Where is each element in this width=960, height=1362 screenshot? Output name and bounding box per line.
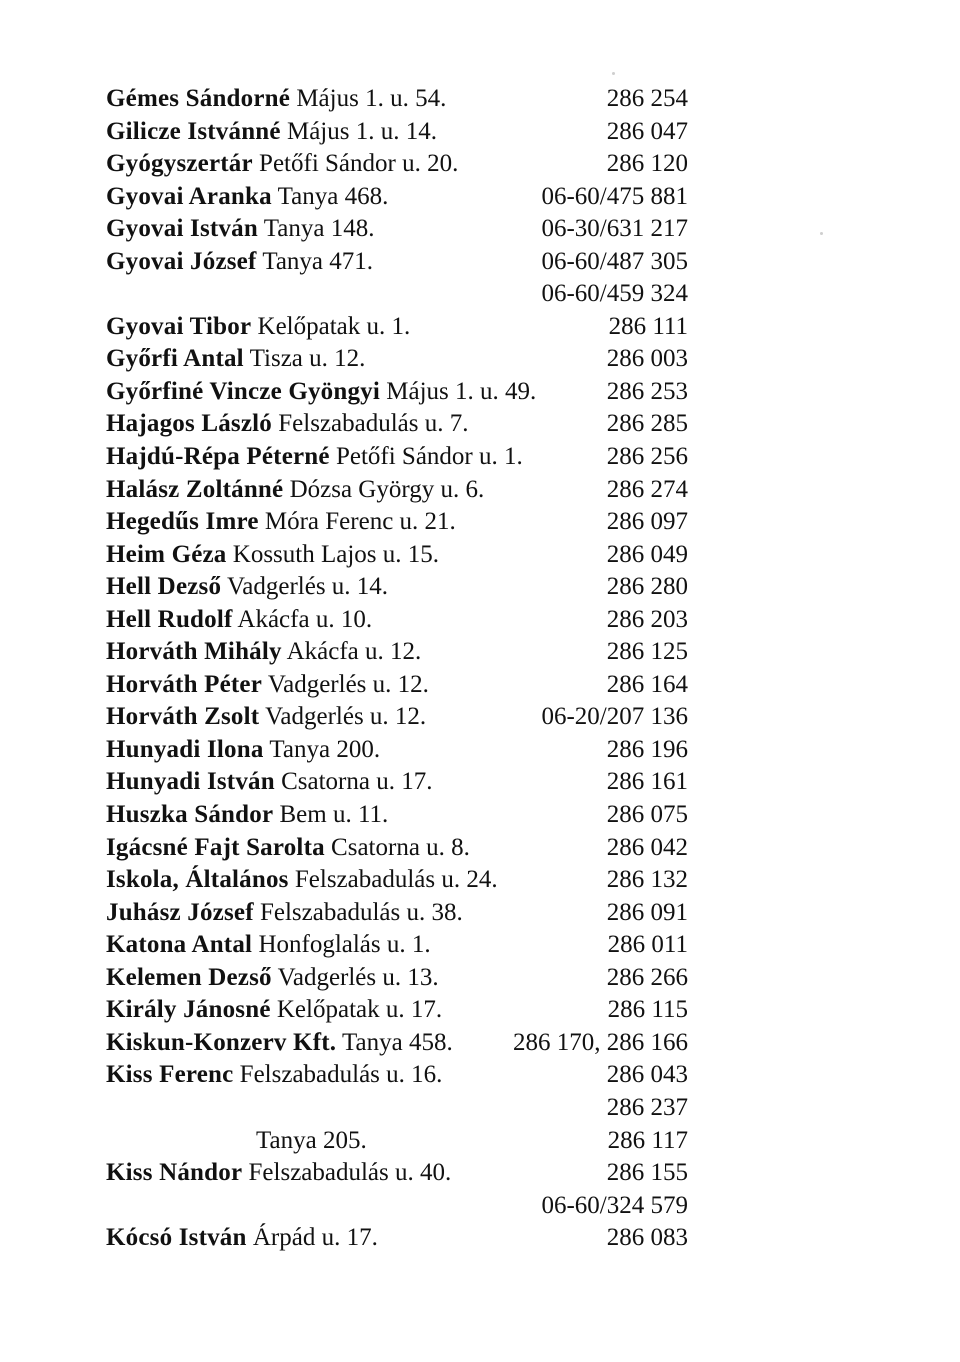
entry-phone: 286 196 — [606, 735, 688, 763]
entry-name: Gyovai Tibor — [106, 312, 252, 340]
directory-entry — [106, 246, 706, 279]
entry-phone: 286 164 — [606, 670, 688, 698]
entry-text — [106, 474, 484, 507]
entry-name: Kiskun-Konzerv Kft. — [106, 1028, 337, 1056]
entry-address: Akácfa u. 12. — [286, 638, 422, 666]
directory-entry — [106, 897, 706, 930]
entry-phone: 286 043 — [606, 1061, 688, 1089]
entry-address: Honfoglalás u. 1. — [258, 931, 431, 959]
entry-phone: 06-20/207 136 — [541, 703, 688, 731]
entry-address: Kossuth Lajos u. 15. — [232, 540, 440, 568]
scan-speck — [612, 72, 615, 75]
directory-entry — [106, 506, 706, 539]
entry-text — [106, 343, 365, 376]
entry-address: Tanya 471. — [262, 247, 374, 275]
entry-text — [106, 376, 536, 409]
entry-phone: 286 203 — [606, 605, 688, 633]
entry-address: Petőfi Sándor u. 1. — [335, 443, 523, 471]
entry-text — [106, 962, 439, 995]
entry-phone: 286 237 — [606, 1093, 688, 1121]
entry-text — [106, 506, 456, 539]
entry-text — [106, 181, 388, 214]
entry-name: Gyovai Aranka — [106, 182, 272, 210]
entry-phone: 06-60/459 324 — [541, 280, 688, 308]
directory-entry — [106, 799, 706, 832]
entry-address: Kelőpatak u. 17. — [276, 996, 443, 1024]
directory-entry — [106, 571, 706, 604]
directory-entry — [106, 929, 706, 962]
directory-entry — [106, 1125, 706, 1158]
directory-entry — [106, 1190, 706, 1223]
entry-text — [106, 929, 431, 962]
entry-address: Akácfa u. 10. — [237, 605, 373, 633]
directory-entry — [106, 83, 706, 116]
entry-name: Gémes Sándorné — [106, 85, 291, 112]
entry-text — [106, 766, 432, 799]
entry-address: Felszabadulás u. 24. — [294, 866, 498, 894]
entry-text — [106, 83, 446, 116]
entry-name: Hegedűs Imre — [106, 508, 259, 536]
entry-name: Heim Géza — [106, 540, 227, 568]
entry-name: Hell Rudolf — [106, 605, 233, 633]
directory-entry — [106, 994, 706, 1027]
entry-text — [106, 1059, 442, 1092]
directory-entry — [106, 116, 706, 149]
entry-address: Petőfi Sándor u. 20. — [259, 150, 459, 178]
entry-name: Kelemen Dezső — [106, 963, 272, 991]
scan-speck — [820, 232, 823, 235]
entry-name: Gyógyszertár — [106, 150, 253, 178]
entry-address: Bem u. 11. — [279, 801, 389, 829]
entry-name: Huszka Sándor — [106, 801, 274, 829]
directory-entry — [106, 474, 706, 507]
entry-text — [106, 832, 470, 865]
entry-address: Felszabadulás u. 40. — [248, 1159, 452, 1187]
entry-phone: 286 266 — [606, 963, 688, 991]
entry-text — [106, 636, 421, 669]
entry-address: Tanya 148. — [263, 215, 375, 243]
entry-name: Halász Zoltánné — [106, 475, 284, 503]
entry-address: Vadgerlés u. 13. — [277, 963, 439, 991]
entry-text — [106, 1157, 451, 1190]
entry-text — [106, 213, 374, 246]
entry-name: Katona Antal — [106, 931, 253, 959]
directory-entry — [106, 539, 706, 572]
entry-text — [106, 1222, 378, 1255]
directory-entry — [106, 1059, 706, 1092]
entry-name: Hell Dezső — [106, 573, 222, 601]
directory-entry — [106, 441, 706, 474]
entry-phone: 286 049 — [606, 540, 688, 568]
entry-name: Kócsó István — [106, 1224, 247, 1252]
entry-name: Hajdú-Répa Péterné — [106, 443, 330, 471]
directory-entry — [106, 213, 706, 246]
directory-entry — [106, 864, 706, 897]
directory-entry — [106, 1157, 706, 1190]
entry-phone: 286 155 — [606, 1159, 688, 1187]
entry-name: Kiss Ferenc — [106, 1061, 234, 1089]
directory-entry — [106, 311, 706, 344]
entry-phone: 286 091 — [606, 898, 688, 926]
entry-phone: 286 075 — [606, 801, 688, 829]
entry-name: Gyovai József — [106, 247, 257, 275]
entry-text — [106, 539, 439, 572]
directory-entry — [106, 408, 706, 441]
directory-entry — [106, 832, 706, 865]
entry-name: Gilicze Istvánné — [106, 117, 281, 145]
entry-address: Május 1. u. 49. — [386, 377, 537, 405]
entry-name: Juhász József — [106, 898, 254, 926]
entry-text — [106, 701, 426, 734]
entry-address: Tisza u. 12. — [249, 345, 366, 373]
entry-address: Tanya 205. — [256, 1126, 367, 1154]
entry-phone: 286 161 — [606, 768, 688, 796]
phone-directory-list — [106, 83, 706, 1255]
entry-name: Horváth Zsolt — [106, 703, 260, 731]
entry-phone: 286 120 — [606, 150, 688, 178]
entry-address: Vadgerlés u. 12. — [265, 703, 427, 731]
entry-address: Móra Ferenc u. 21. — [264, 508, 456, 536]
entry-phone: 286 253 — [606, 377, 688, 405]
entry-phone: 286 097 — [606, 508, 688, 536]
directory-entry — [106, 701, 706, 734]
entry-phone: 286 285 — [606, 410, 688, 438]
entry-text — [106, 311, 410, 344]
entry-name: Horváth Péter — [106, 670, 263, 698]
directory-entry — [106, 734, 706, 767]
entry-text — [106, 148, 458, 181]
entry-address: Csatorna u. 8. — [331, 833, 470, 861]
entry-address: Tanya 200. — [269, 735, 381, 763]
entry-address: Vadgerlés u. 12. — [267, 670, 429, 698]
entry-name: Gyovai István — [106, 215, 258, 243]
directory-entry — [106, 181, 706, 214]
directory-entry — [106, 1092, 706, 1125]
entry-text — [106, 441, 523, 474]
entry-address: Tanya 458. — [342, 1028, 453, 1056]
entry-name: Hunyadi István — [106, 768, 275, 796]
entry-phone: 286 254 — [606, 85, 688, 112]
entry-phone: 286 011 — [607, 931, 688, 959]
entry-name: Király Jánosné — [106, 996, 271, 1024]
entry-address: Árpád u. 17. — [252, 1224, 378, 1252]
entry-phone: 06-60/487 305 — [541, 247, 688, 275]
directory-entry — [106, 1222, 706, 1255]
entry-text — [106, 408, 468, 441]
entry-phone: 06-30/631 217 — [541, 215, 688, 243]
entry-address: Május 1. u. 14. — [286, 117, 437, 145]
entry-address: Csatorna u. 17. — [281, 768, 433, 796]
entry-phone: 286 042 — [606, 833, 688, 861]
directory-entry — [106, 376, 706, 409]
entry-text — [106, 669, 429, 702]
entry-phone: 286 274 — [606, 475, 688, 503]
entry-name: Hajagos László — [106, 410, 272, 438]
entry-text — [106, 994, 442, 1027]
entry-phone: 286 170, 286 166 — [513, 1028, 688, 1056]
entry-name: Kiss Nándor — [106, 1159, 243, 1187]
directory-entry — [106, 669, 706, 702]
directory-entry — [106, 962, 706, 995]
entry-phone: 06-60/324 579 — [541, 1191, 688, 1219]
entry-text — [106, 734, 380, 767]
entry-phone: 286 111 — [608, 312, 688, 340]
entry-name: Hunyadi Ilona — [106, 735, 264, 763]
entry-address: Vadgerlés u. 14. — [226, 573, 389, 601]
entry-phone: 286 117 — [607, 1126, 688, 1154]
entry-address: Felszabadulás u. 7. — [278, 410, 469, 438]
entry-phone: 06-60/475 881 — [541, 182, 688, 210]
entry-name: Győrfi Antal — [106, 345, 244, 373]
entry-address: Kelőpatak u. 1. — [257, 312, 411, 340]
entry-address: Felszabadulás u. 38. — [259, 898, 463, 926]
entry-text — [106, 246, 373, 279]
entry-phone: 286 256 — [606, 443, 688, 471]
entry-phone: 286 083 — [606, 1224, 688, 1252]
directory-entry — [106, 343, 706, 376]
entry-text — [106, 116, 437, 149]
entry-text — [106, 571, 388, 604]
entry-phone: 286 115 — [607, 996, 688, 1024]
directory-entry — [106, 636, 706, 669]
entry-name: Iskola, Általános — [106, 866, 289, 894]
entry-name: Horváth Mihály — [106, 638, 282, 666]
entry-text — [106, 604, 372, 637]
entry-text — [106, 1027, 453, 1060]
directory-entry — [106, 766, 706, 799]
entry-address: Május 1. u. 54. — [296, 85, 447, 112]
entry-address: Dózsa György u. 6. — [289, 475, 485, 503]
entry-phone: 286 003 — [606, 345, 688, 373]
entry-name: Igácsné Fajt Sarolta — [106, 833, 325, 861]
entry-phone: 286 125 — [606, 638, 688, 666]
directory-entry — [106, 1027, 706, 1060]
entry-text — [106, 864, 498, 897]
entry-text — [106, 799, 388, 832]
entry-address: Felszabadulás u. 16. — [239, 1061, 443, 1089]
entry-phone: 286 047 — [606, 117, 688, 145]
entry-name: Győrfiné Vincze Gyöngyi — [106, 377, 381, 405]
directory-entry — [106, 278, 706, 311]
entry-phone: 286 280 — [606, 573, 688, 601]
directory-entry — [106, 148, 706, 181]
entry-text — [106, 897, 463, 930]
entry-address: Tanya 468. — [277, 182, 389, 210]
directory-entry — [106, 604, 706, 637]
entry-phone: 286 132 — [606, 866, 688, 894]
